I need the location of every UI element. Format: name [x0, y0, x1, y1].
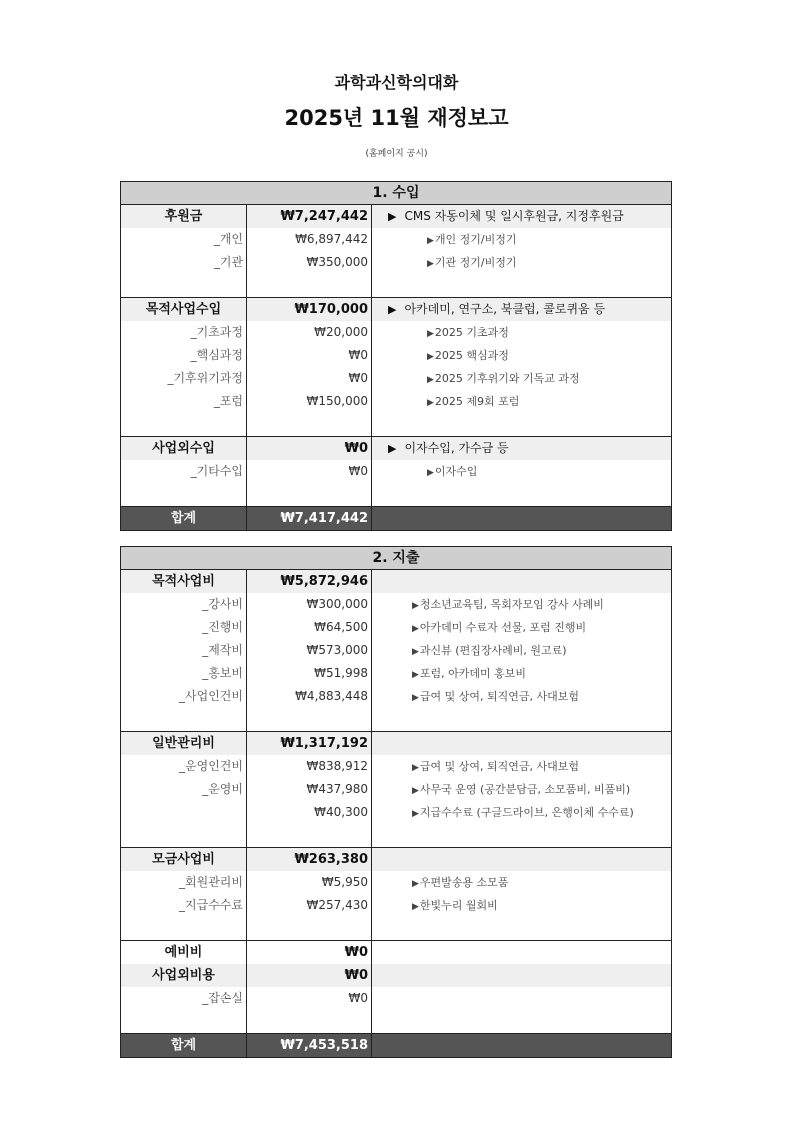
row-description: [372, 801, 671, 824]
row-amount: ₩5,950: [247, 871, 372, 894]
triangle-bullet-icon: ▶: [412, 786, 419, 796]
triangle-bullet-icon: ▶: [412, 647, 419, 657]
row-label: _기초과정: [121, 321, 247, 344]
category-row: [121, 570, 671, 593]
row-amount: ₩51,998: [247, 662, 372, 685]
item-row: [121, 251, 671, 274]
income-heading: 1. 수입: [121, 182, 671, 205]
row-amount: ₩4,883,448: [247, 685, 372, 708]
row-label: _진행비: [121, 616, 247, 639]
row-amount: ₩40,300: [247, 801, 372, 824]
report-note: (홈페이지 공시): [365, 149, 428, 159]
row-description: [372, 894, 671, 917]
row-label: [121, 274, 247, 297]
triangle-bullet-icon: ▶: [388, 303, 397, 316]
organization-name: 과학과신학의대화: [334, 73, 459, 92]
triangle-bullet-icon: ▶: [427, 375, 434, 385]
item-row: [121, 616, 671, 639]
row-amount: ₩0: [247, 987, 372, 1010]
row-label: _포럼: [121, 390, 247, 413]
row-description: [372, 778, 671, 801]
row-amount: [247, 1010, 372, 1033]
row-label: 모금사업비: [121, 848, 247, 871]
description-text: 기관 정기/비정기: [434, 256, 517, 269]
row-amount: [247, 413, 372, 436]
row-description: [372, 941, 671, 964]
item-row: [121, 390, 671, 413]
spacer-row: [121, 274, 671, 297]
triangle-bullet-icon: ▶: [412, 902, 419, 912]
expense-heading: 2. 지출: [121, 547, 671, 570]
description-text: 포럼, 아카데미 홍보비: [419, 667, 527, 680]
spacer-row: [121, 413, 671, 436]
row-description: [372, 298, 671, 321]
row-description: [372, 274, 671, 297]
item-row: [121, 460, 671, 483]
row-label: _핵심과정: [121, 344, 247, 367]
row-amount: ₩257,430: [247, 894, 372, 917]
triangle-bullet-icon: ▶: [427, 329, 434, 339]
row-description: [372, 228, 671, 251]
row-description: [372, 460, 671, 483]
description-text: 급여 및 상여, 퇴직연금, 사대보험: [419, 690, 580, 703]
row-description: [372, 662, 671, 685]
row-description: [372, 437, 671, 460]
spacer-row: [121, 824, 671, 847]
row-amount: [247, 274, 372, 297]
triangle-bullet-icon: ▶: [412, 879, 419, 889]
row-amount: ₩0: [247, 344, 372, 367]
row-description: [372, 570, 671, 593]
description-text: 아카데미, 연구소, 북클럽, 콜로퀴움 등: [404, 302, 606, 316]
row-amount: ₩64,500: [247, 616, 372, 639]
row-amount: ₩0: [247, 460, 372, 483]
row-label: _잡손실: [121, 987, 247, 1010]
item-row: [121, 593, 671, 616]
triangle-bullet-icon: ▶: [427, 468, 434, 478]
row-label: 목적사업비: [121, 570, 247, 593]
row-label: [121, 917, 247, 940]
row-amount: ₩300,000: [247, 593, 372, 616]
triangle-bullet-icon: ▶: [388, 442, 397, 455]
row-amount: ₩1,317,192: [247, 732, 372, 755]
item-row: [121, 755, 671, 778]
row-description: [372, 848, 671, 871]
triangle-bullet-icon: ▶: [412, 693, 419, 703]
row-amount: ₩838,912: [247, 755, 372, 778]
row-amount: ₩170,000: [247, 298, 372, 321]
description-text: 아카데미 수료자 선물, 포럼 진행비: [419, 621, 587, 634]
total-row: [121, 1033, 671, 1057]
description-text: 이자수입: [434, 465, 478, 478]
category-row: [121, 847, 671, 871]
description-text: 이자수입, 가수금 등: [404, 441, 509, 455]
spacer-row: [121, 917, 671, 940]
row-amount: ₩5,872,946: [247, 570, 372, 593]
row-label: 목적사업수입: [121, 298, 247, 321]
row-label: [121, 824, 247, 847]
row-amount: ₩573,000: [247, 639, 372, 662]
triangle-bullet-icon: ▶: [412, 670, 419, 680]
row-description: [372, 413, 671, 436]
triangle-bullet-icon: ▶: [427, 259, 434, 269]
row-description: [372, 917, 671, 940]
row-amount: [247, 824, 372, 847]
row-label: [121, 708, 247, 731]
description-text: 사무국 운영 (공간분담금, 소모품비, 비품비): [419, 783, 631, 796]
row-label: _운영비: [121, 778, 247, 801]
item-row: [121, 344, 671, 367]
description-text: 2025 제9회 포럼: [434, 395, 520, 408]
description-text: 2025 기초과정: [434, 326, 509, 339]
triangle-bullet-icon: ▶: [427, 236, 434, 246]
row-amount: ₩350,000: [247, 251, 372, 274]
row-description: [372, 708, 671, 731]
category-row: [121, 964, 671, 987]
triangle-bullet-icon: ▶: [412, 809, 419, 819]
category-row: [121, 940, 671, 964]
description-text: 청소년교육팀, 목회자모임 강사 사례비: [419, 598, 604, 611]
report-title: 2025년 11월 재정보고: [284, 106, 509, 130]
row-amount: ₩0: [247, 941, 372, 964]
row-description: [372, 732, 671, 755]
row-label: [121, 801, 247, 824]
row-description: [372, 1034, 671, 1057]
description-text: 2025 기후위기와 기독교 과정: [434, 372, 580, 385]
row-description: [372, 593, 671, 616]
row-description: [372, 321, 671, 344]
row-amount: [247, 708, 372, 731]
item-row: [121, 987, 671, 1010]
item-row: [121, 801, 671, 824]
row-amount: ₩0: [247, 367, 372, 390]
description-text: 지급수수료 (구글드라이브, 은행이체 수수료): [419, 806, 634, 819]
row-amount: ₩437,980: [247, 778, 372, 801]
row-label: 사업외비용: [121, 964, 247, 987]
row-amount: ₩0: [247, 964, 372, 987]
triangle-bullet-icon: ▶: [412, 763, 419, 773]
row-description: [372, 1010, 671, 1033]
item-row: [121, 367, 671, 390]
spacer-row: [121, 483, 671, 506]
row-amount: ₩0: [247, 437, 372, 460]
row-description: [372, 507, 671, 530]
row-description: [372, 616, 671, 639]
row-label: _운영인건비: [121, 755, 247, 778]
triangle-bullet-icon: ▶: [427, 398, 434, 408]
triangle-bullet-icon: ▶: [427, 352, 434, 362]
row-description: [372, 987, 671, 1010]
row-label: _개인: [121, 228, 247, 251]
row-amount: ₩7,453,518: [247, 1034, 372, 1057]
row-label: _강사비: [121, 593, 247, 616]
row-label: [121, 413, 247, 436]
category-row: [121, 205, 671, 228]
row-description: [372, 251, 671, 274]
total-row: [121, 506, 671, 530]
item-row: [121, 894, 671, 917]
description-text: CMS 자동이체 및 일시후원금, 지정후원금: [404, 209, 624, 223]
row-label: _홍보비: [121, 662, 247, 685]
item-row: [121, 639, 671, 662]
row-label: [121, 1010, 247, 1033]
description-text: 우편발송용 소모품: [419, 876, 509, 889]
row-amount: [247, 483, 372, 506]
description-text: 과신뷰 (편집장사례비, 원고료): [419, 644, 567, 657]
spacer-row: [121, 1010, 671, 1033]
row-amount: ₩7,247,442: [247, 205, 372, 228]
spacer-row: [121, 708, 671, 731]
triangle-bullet-icon: ▶: [388, 210, 397, 223]
description-text: 개인 정기/비정기: [434, 233, 517, 246]
row-label: _제작비: [121, 639, 247, 662]
row-label: 사업외수입: [121, 437, 247, 460]
item-row: [121, 321, 671, 344]
row-amount: [247, 917, 372, 940]
row-label: _회원관리비: [121, 871, 247, 894]
row-description: [372, 205, 671, 228]
row-label: [121, 483, 247, 506]
row-label: _기관: [121, 251, 247, 274]
row-label: 합계: [121, 507, 247, 530]
category-row: [121, 436, 671, 460]
category-row: [121, 731, 671, 755]
row-amount: ₩7,417,442: [247, 507, 372, 530]
row-description: [372, 390, 671, 413]
description-text: 급여 및 상여, 퇴직연금, 사대보험: [419, 760, 580, 773]
row-label: 예비비: [121, 941, 247, 964]
expense-table: [120, 546, 672, 1058]
row-description: [372, 871, 671, 894]
item-row: [121, 778, 671, 801]
item-row: [121, 871, 671, 894]
row-description: [372, 755, 671, 778]
income-table: [120, 181, 672, 531]
triangle-bullet-icon: ▶: [412, 624, 419, 634]
item-row: [121, 685, 671, 708]
row-label: _사업인건비: [121, 685, 247, 708]
row-description: [372, 344, 671, 367]
row-description: [372, 685, 671, 708]
row-label: _기후위기과정: [121, 367, 247, 390]
row-amount: ₩6,897,442: [247, 228, 372, 251]
category-row: [121, 297, 671, 321]
description-text: 2025 핵심과정: [434, 349, 509, 362]
item-row: [121, 228, 671, 251]
row-amount: ₩20,000: [247, 321, 372, 344]
row-amount: ₩150,000: [247, 390, 372, 413]
description-text: 한빛누리 월회비: [419, 899, 498, 912]
row-description: [372, 639, 671, 662]
row-label: 후원금: [121, 205, 247, 228]
row-label: _기타수입: [121, 460, 247, 483]
row-description: [372, 824, 671, 847]
row-label: 일반관리비: [121, 732, 247, 755]
row-description: [372, 964, 671, 987]
row-label: 합계: [121, 1034, 247, 1057]
row-amount: ₩263,380: [247, 848, 372, 871]
triangle-bullet-icon: ▶: [412, 601, 419, 611]
item-row: [121, 662, 671, 685]
row-description: [372, 367, 671, 390]
row-label: _지급수수료: [121, 894, 247, 917]
row-description: [372, 483, 671, 506]
